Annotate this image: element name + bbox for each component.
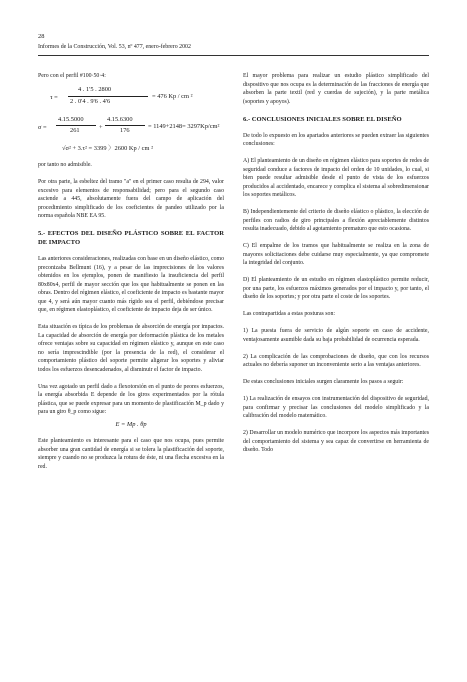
paragraph-5-1: Las anteriores consideraciones, realizadas con base en un diseño elástico, como preconizaba Bellmunt (16), y a pesar de las imprecisiones de los valores obtenidos en los ejemplos, ponen de manifiesto la insuficiencia del perfil 80x80x4, perfil de mayor sección que los que habitualmente se ponen en las obras. Dentro del régimen elástico, el coeficiente de impacto es bastante mayor que 4, y será aún mayor cuanto más rígido sea el perfil, debiéndose precisar que, en régimen elastoplástico, el coeficiente de impacto deja de ser único.: [38, 256, 224, 313]
header-rule: [38, 55, 429, 56]
paragraph-major-problem: El mayor problema para realizar un estudio plástico simplificado del dispositivo que nos ocupa es la determinación de las fracciones de energía que absorben la parte textil (red y cuerdas de sujeción), y la parte metálica (soportes y apoyos).: [243, 73, 429, 105]
conclusion-c: C) El empalme de los tramos que habitualmente se realiza en la zona de mayores solicitaciones debe cuidarse muy especialmente, ya que compromete la integridad del conjunto.: [243, 243, 429, 266]
sigma-den2: 176: [120, 126, 130, 134]
sigma-plus: +: [99, 123, 103, 131]
not-admissible-text: por tanto no admisible.: [38, 162, 92, 168]
step-1: 1) La realización de ensayos con instrumentación del dispositivo de seguridad, para confirmar y precisar las conclusiones del modelo simplificado y la calibración del modelo matemático.: [243, 396, 429, 419]
tau-numerator: 4 . 1'5 . 2800: [78, 85, 112, 93]
paragraph-5-2: Esta situación es típica de los problemas de absorción de energía por impactos. La capacidad de absorción de energía por deformación plástica de los metales ofrece ventajas sobre su capacidad en régimen elástico y, aunque en este caso no sería imprescindible (por la presencia de la red), el considerar el comportamiento plástico del soporte permite aligerar los soportes y aliviar todos los esfuerzos desencadenados, al disminuir el factor de impacto.: [38, 324, 224, 373]
conclusions-intro: De todo lo expuesto en los apartados anteriores se pueden extraer las siguientes conclusiones:: [243, 132, 429, 147]
tau-lhs: τ =: [50, 93, 58, 101]
counterparts-intro: Las contrapartidas a estas posturas son:: [243, 311, 336, 317]
next-steps-intro: De estas conclusiones iniciales surgen claramente los pasos a seguir:: [243, 379, 404, 385]
sigma-fraction-line-1: [56, 125, 96, 126]
conclusion-a: A) El planteamiento de un diseño en régimen elástico para soportes de redes de seguridad conduce a factores de impacto del orden de 10 unidades, lo cual, si bien puede resultar admisible desde el punto de vista de los esfuerzos producidos al accidentado, encarece y complica el sistema al sobredimensionar los soportes metálicos.: [243, 158, 429, 198]
sigma-lhs: σ =: [38, 123, 47, 131]
right-column: [243, 72, 429, 463]
conclusion-d: D) El planteamiento de un estudio en régimen elastoplástico permite reducir, por una parte, los esfuerzos máximos generados por el impacto y, por tanto, el diseño de los soportes; y por otra parte el coste de los soportes.: [243, 277, 429, 300]
tau-result: = 476 Kp / cm ²: [152, 92, 193, 100]
sigma-num2: 4.15.6300: [107, 115, 133, 123]
conclusion-b: B) Independientemente del criterio de diseño elástico o plástico, la elección de perfiles con radios de giro principales a flexión apreciablemente distintos resulta inadecuado, debido al agotamiento prematuro que esto ocasiona.: [243, 209, 429, 232]
section-6-title: 6.- CONCLUSIONES INICIALES SOBRE EL DISEÑO: [243, 115, 402, 123]
sigma-formula: [38, 115, 224, 141]
sigma-den1: 261: [70, 126, 80, 134]
tau-formula: [38, 85, 224, 111]
paragraph-slenderness: Por otra parte, la esbeltez del tramo "a" en el primer caso resulta de 294, valor excesivo para elementos de responsabilidad; pero para el segundo caso asciende a 445, absolutamente fuera del campo de aplicación del procedimiento simplificado de los coeficientes de pandeo utilizado por la norma española NBE EA 95.: [38, 179, 224, 219]
paragraph-5-3: Una vez agotado un perfil dado a flexotorsión en el punto de peores esfuerzos, la energía absorbida E depende de los giros experimentados por la rótula plástica, que se puede expresar para un momento de plastificación M_p dado y para un giro θ_p como sigue:: [38, 383, 224, 415]
sigma-result: = 1149+2148= 3297Kp/cm²: [148, 122, 220, 130]
section-5-title: 5.- EFECTOS DEL DISEÑO PLÁSTICO SOBRE EL FACTOR DE IMPACTO: [38, 230, 224, 246]
intro-text: Pero con el perfil #100·50·4:: [38, 73, 106, 79]
counterpart-2: 2) La complicación de las comprobaciones de diseño, que con los recursos actuales no debería suponer un inconveniente serio a las ventajas anteriores.: [243, 353, 429, 368]
paragraph-5-4: Este planteamiento es interesante para el caso que nos ocupa, pues permite absorber una gran cantidad de energía si se tolera la plastificación del soporte, siempre y cuando no se produzca la rotura de éste, ni una flecha excesiva en la red.: [38, 438, 224, 470]
page-number: 28: [38, 33, 45, 40]
sigma-fraction-line-2: [105, 125, 145, 126]
tau-fraction-line: [68, 96, 148, 97]
sigma-num1: 4.15.5000: [58, 115, 84, 123]
von-mises-formula: √σ² + 3.τ² = 3399 〉2600 Kp / cm ²: [62, 144, 153, 152]
journal-citation: Informes de la Construcción, Vol. 53, nº 477, enero-febrero 2002: [38, 44, 191, 50]
left-column: [38, 72, 224, 480]
step-2: 2) Desarrollar un modelo numérico que incorpore los aspectos más importantes del comportamiento del sistema y sea capaz de convertirse en herramienta de diseño. Todo: [243, 430, 429, 453]
counterpart-1: 1) La puesta fuera de servicio de algún soporte en caso de accidente, ventajosamente asumible dada su baja probabilidad de ocurrencia esperada.: [243, 328, 429, 343]
energy-equation: E = Mp . θp: [115, 420, 147, 428]
tau-denominator: 2 . 0'4 . 9'6 . 4'6: [70, 97, 111, 105]
